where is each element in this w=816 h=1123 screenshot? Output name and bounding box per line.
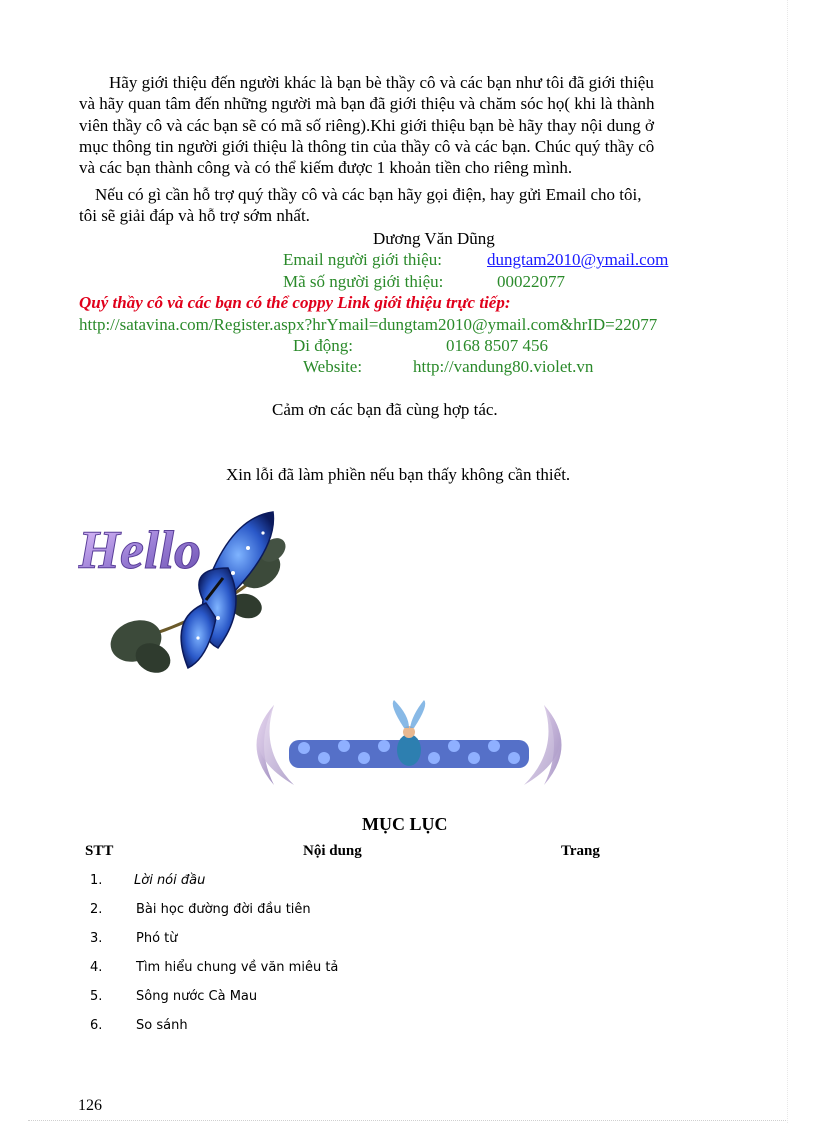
moon-fairy-icon xyxy=(244,700,574,790)
toc-row-number: 1. xyxy=(90,873,103,888)
referral-link[interactable]: http://satavina.com/Register.aspx?hrYmail=dungtam2010@ymail.com&hrID=22077 xyxy=(79,315,658,334)
page-bottom-border xyxy=(28,1120,788,1121)
toc-header-page: Trang xyxy=(561,843,600,859)
author-name: Dương Văn Dũng xyxy=(373,229,495,248)
website-label: Website: xyxy=(303,357,363,376)
copy-link-note: Quý thầy cô và các bạn có thể coppy Link giới thiệu trực tiếp: xyxy=(79,293,511,312)
support-line: tôi sẽ giải đáp và hỗ trợ sớm nhất. xyxy=(79,206,310,226)
toc-row-number: 2. xyxy=(90,902,103,917)
toc-row-title: Lời nói đầu xyxy=(134,873,206,888)
website-value[interactable]: http://vandung80.violet.vn xyxy=(413,357,594,376)
toc-row-title: Bài học đường đời đầu tiên xyxy=(136,902,311,917)
moon-fairy-divider-image xyxy=(244,700,574,790)
intro-line: mục thông tin người giới thiệu là thông tin của thầy cô và các bạn. Chúc quý thầy cô xyxy=(79,136,655,156)
thanks-text: Cảm ơn các bạn đã cùng hợp tác. xyxy=(272,400,498,419)
intro-line: Hãy giới thiệu đến người khác là bạn bè thầy cô và các bạn như tôi đã giới thiệu xyxy=(109,73,654,92)
toc-row-number: 6. xyxy=(90,1018,103,1033)
phone-value: 0168 8507 456 xyxy=(446,336,548,355)
code-value: 00022077 xyxy=(497,272,565,291)
toc-row-number: 3. xyxy=(90,931,103,946)
toc-title: MỤC LỤC xyxy=(362,814,448,834)
intro-paragraph xyxy=(79,72,729,178)
hello-text: Hello xyxy=(78,520,201,580)
email-label: Email người giới thiệu: xyxy=(283,250,442,269)
toc-row-number: 4. xyxy=(90,960,103,975)
toc-header-content: Nội dung xyxy=(303,843,362,859)
hello-butterfly-image xyxy=(78,508,300,680)
toc-row-title: Sông nước Cà Mau xyxy=(136,989,258,1004)
intro-line: và các bạn thành công và có thể kiếm được 1 khoản tiền cho riêng mình. xyxy=(79,158,573,178)
apology-text: Xin lỗi đã làm phiền nếu bạn thấy không cần thiết. xyxy=(226,465,571,484)
email-link[interactable]: dungtam2010@ymail.com xyxy=(487,250,669,269)
intro-line: viên thầy cô và các bạn sẽ có mã số riêng).Khi giới thiệu bạn bè hãy thay nội dung ở xyxy=(79,115,655,135)
toc-row-title: So sánh xyxy=(136,1018,188,1033)
intro-line: và hãy quan tâm đến những người mà bạn đã giới thiệu và chăm sóc họ( khi là thành xyxy=(79,94,655,114)
toc-row-title: Phó từ xyxy=(136,931,178,946)
support-line: Nếu có gì cần hỗ trợ quý thầy cô và các bạn hãy gọi điện, hay gửi Email cho tôi, xyxy=(95,185,642,204)
support-paragraph xyxy=(79,184,729,227)
page-number: 126 xyxy=(78,1097,102,1114)
page-right-border xyxy=(787,0,788,1123)
toc-header-stt: STT xyxy=(85,843,114,859)
toc-row-title: Tìm hiểu chung về văn miêu tả xyxy=(136,960,339,975)
code-label: Mã số người giới thiệu: xyxy=(283,272,444,291)
toc-row-number: 5. xyxy=(90,989,103,1004)
butterfly-icon xyxy=(78,508,300,680)
phone-label: Di động: xyxy=(293,336,353,355)
